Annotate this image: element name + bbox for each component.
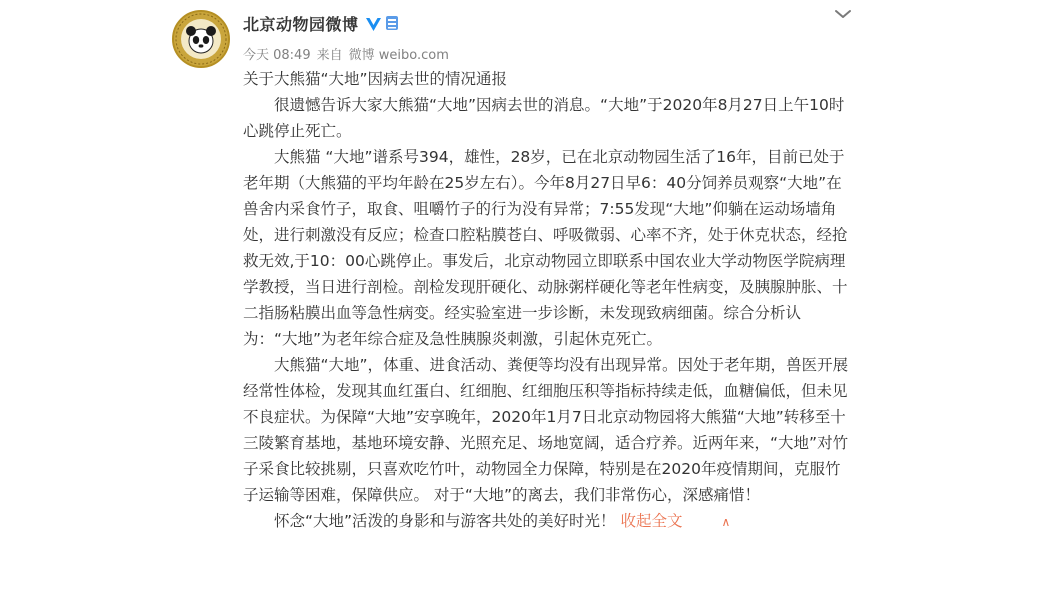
- chevron-up-icon[interactable]: ∧: [721, 515, 731, 529]
- verified-badge-icon[interactable]: [365, 15, 382, 32]
- last-line-text: 怀念“大地”活泼的身影和与游客共处的美好时光！: [274, 512, 616, 530]
- post-source[interactable]: 微博 weibo.com: [348, 48, 449, 63]
- source-prefix: 来自: [316, 48, 343, 63]
- post-content: [243, 66, 855, 535]
- chevron-down-icon[interactable]: [834, 6, 852, 20]
- post-last-line: [243, 508, 855, 535]
- author-avatar[interactable]: [172, 10, 230, 68]
- post-paragraph: 很遗憾告诉大家大熊猫“大地”因病去世的消息。“大地”于2020年8月27日上午10时心跳停止死亡。: [243, 96, 845, 140]
- member-badge-icon[interactable]: [385, 15, 399, 31]
- post-paragraph: 大熊猫“大地”，体重、进食活动、粪便等均没有出现异常。因处于老年期，兽医开展经常性体检，发现其血红蛋白、红细胞、红细胞压积等指标持续走低，血糖偏低，但未见不良症状。为保障“大地”安享晚年，2020年1月7日北京动物园将大熊猫“大地”转移至十三陵繁育基地，基地环境安静、光照充足、场地宽阔，适合疗养。近两年来，“大地”对竹子采食比较挑剔，只喜欢吃竹叶，动物园全力保障，特别是在2020年疫情期间，克服竹子运输等困难，保障供应。 对于“大地”的离去，我们非常伤心，深感痛惜！: [243, 356, 849, 504]
- post-title-line: 关于大熊猫“大地”因病去世的情况通报: [243, 70, 508, 88]
- author-row: [243, 12, 399, 34]
- author-name[interactable]: 北京动物园微博: [243, 14, 359, 34]
- post-time[interactable]: 今天 08:49: [243, 48, 311, 63]
- collapse-full-text-link[interactable]: 收起全文: [620, 512, 683, 530]
- panda-logo-icon: [174, 12, 228, 66]
- post-paragraph: 大熊猫 “大地”谱系号394，雄性，28岁，已在北京动物园生活了16年，目前已处于老年期（大熊猫的平均年龄在25岁左右）。今年8月27日早6：40分饲养员观察“大地”在兽舍内采食竹子，取食、咀嚼竹子的行为没有异常；7:55发现“大地”仰躺在运动场墙角处，进行刺激没有反应；检查口腔粘膜苍白、呼吸微弱、心率不齐，处于休克状态，经抢救无效,于10：00心跳停止。事发后，北京动物园立即联系中国农业大学动物医学院病理学教授，当日进行剖检。剖检发现肝硬化、动脉粥样硬化等老年性病变，及胰腺肿胀、十二指肠粘膜出血等急性病变。经实验室进一步诊断，未发现致病细菌。综合分析认为：“大地”为老年综合症及急性胰腺炎刺激，引起休克死亡。: [243, 148, 848, 348]
- post-meta: [243, 44, 455, 63]
